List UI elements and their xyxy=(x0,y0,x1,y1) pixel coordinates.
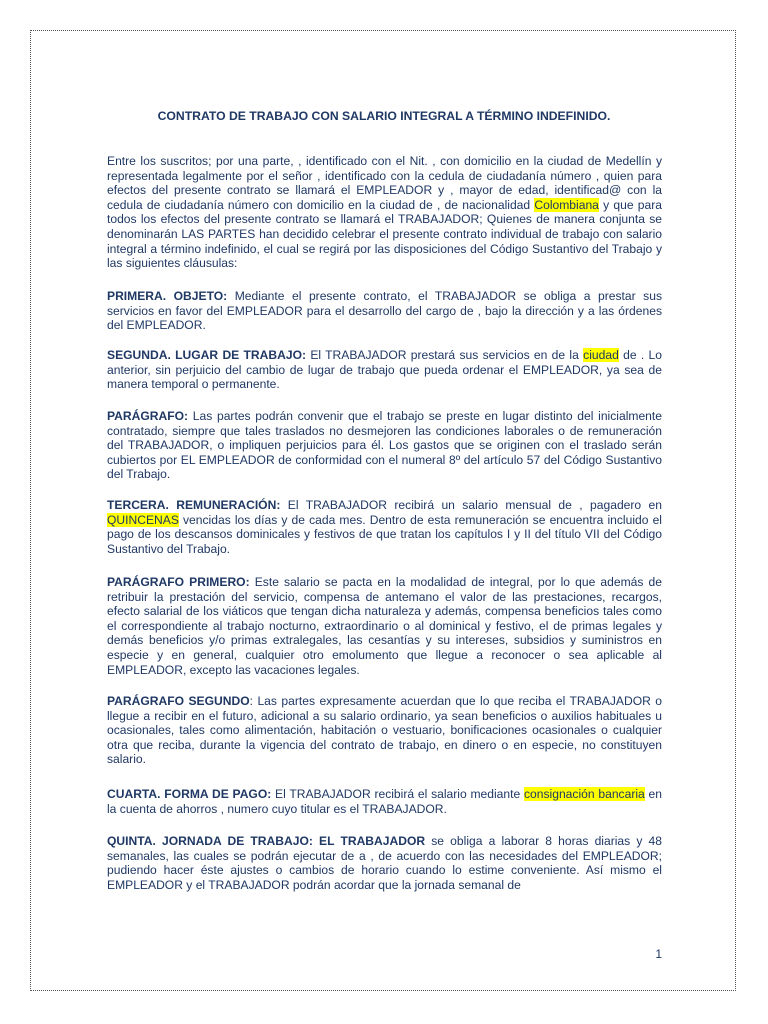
paragrafo-text: Las partes podrán convenir que el trabajo se preste en lugar distinto del inicialmente contratado, siempre que tales traslados no desmejoren las condiciones laborales o de remuneración del TRABAJADOR, o impliquen perjuicios para él. Los gastos que se originen con el traslado serán cubiertos por EL EMPLEADOR de conformidad con el numeral 8º del artículo 57 del Código Sustantivo del Trabajo. xyxy=(107,409,662,482)
paragrafo-primero-heading: PARÁGRAFO PRIMERO: xyxy=(107,575,250,589)
highlight-colombiana: Colombiana xyxy=(534,197,599,212)
clause-primera xyxy=(107,289,662,333)
clause-primera-heading: PRIMERA. OBJETO: xyxy=(107,289,228,303)
clause-primera-text: Mediante el presente contrato, el TRABAJADOR se obliga a prestar sus servicios en favor del EMPLEADOR para el desarrollo del cargo de , bajo la dirección y a las órdenes del EMPLEADOR. xyxy=(107,289,663,333)
clause-segunda xyxy=(107,348,662,392)
clause-tercera-text-b: vencidas los días y de cada mes. Dentro de esta remuneración se encuentra incluido el pago de los descansos dominicales y festivos de que tratan los capítulos I y II del título VII del Código Sustantivo del Trabajo. xyxy=(107,512,662,556)
clause-tercera-heading: TERCERA. REMUNERACIÓN: xyxy=(107,498,281,512)
intro-text-b: y que para todos los efectos del presente contrato se llamará el TRABAJADOR; Quienes de manera conjunta se denominarán LAS PARTES han decidido celebrar el presente contrato individual de trabajo con salario integral a término indefinido, el cual se regirá por las disposiciones del Código Sustantivo del Trabajo y las siguientes cláusulas: xyxy=(107,197,662,271)
highlight-quincenas: QUINCENAS xyxy=(107,512,179,527)
paragrafo-heading: PARÁGRAFO: xyxy=(107,409,189,423)
document-title: CONTRATO DE TRABAJO CON SALARIO INTEGRAL A TÉRMINO INDEFINIDO. xyxy=(157,109,611,123)
page-number: 1 xyxy=(655,947,662,961)
clause-segunda-text-a: El TRABAJADOR prestará sus servicios en de la xyxy=(306,348,584,362)
clause-cuarta xyxy=(107,787,662,816)
clause-tercera-text-a: El TRABAJADOR recibirá un salario mensual de , pagadero en xyxy=(280,498,663,512)
highlight-consignacion-bancaria: consignación bancaria xyxy=(524,787,645,801)
clause-quinta-text: se obliga a laborar 8 horas diarias y 48 semanales, las cuales se podrán ejecutar de a , de acuerdo con las necesidades del EMPLEADOR; pudiendo hacer éste ajustes o cambios de horario cuando lo estime conveniente. Así mismo el EMPLEADOR y el TRABAJADOR podrán acordar que la jornada semanal de xyxy=(107,834,662,892)
paragrafo-segundo-heading: PARÁGRAFO SEGUNDO xyxy=(107,694,250,708)
clause-quinta xyxy=(107,834,662,892)
clause-segunda-text-b: de . Lo anterior, sin perjuicio del cambio de lugar de trabajo que pueda ordenar el EMPLEADOR, ya sea de manera temporal o permanente. xyxy=(107,348,662,392)
clause-cuarta-text-a: El TRABAJADOR recibirá el salario mediante xyxy=(271,787,524,801)
clause-segunda-heading: SEGUNDA. LUGAR DE TRABAJO: xyxy=(107,348,307,362)
paragrafo-primero-text: Este salario se pacta en la modalidad de integral, por lo que además de retribuir la prestación del servicio, compensa de antemano el valor de las prestaciones, recargos, efecto salarial de los viáticos que tengan dicha naturaleza y además, compensa beneficios tales como el correspondiente al trabajo nocturno, extraordinario o al dominical y festivo, el de primas legales y demás beneficios y/o primas extralegales, las cesantías y su intereses, subsidios y suministros en especie y en general, cualquier otro emolumento que llegue a reconocer o sea aplicable al EMPLEADOR, excepto las vacaciones legales. xyxy=(107,575,662,677)
intro-text-a: Entre los suscritos; por una parte, , identificado con el Nit. , con domicilio en la ciudad de Medellín y representada legalmente por el señor , identificado con la cedula de ciudadanía número , quien para efectos del presente contrato se llamará el EMPLEADOR y , mayor de edad, identificad@ con la cedula de ciudadanía número con domicilio en la ciudad de , de nacionalidad xyxy=(107,154,662,212)
clause-cuarta-text-b: en la cuenta de ahorros , numero cuyo titular es el TRABAJADOR. xyxy=(107,787,662,816)
paragrafo-segundo-text: : Las partes expresamente acuerdan que lo que reciba el TRABAJADOR o llegue a recibir en el futuro, adicional a su salario ordinario, ya sean beneficios o auxilios habituales u ocasionales, tales como alimentación, habitación o vestuario, bonificaciones ocasionales o cualquier otra que reciba, durante la vigencia del contrato de trabajo, en dinero o en especie, no constituyen salario. xyxy=(107,694,663,767)
clause-quinta-heading: QUINTA. JORNADA DE TRABAJO: EL TRABAJADOR xyxy=(107,834,426,848)
paragrafo-segundo xyxy=(107,694,662,767)
clause-tercera xyxy=(107,498,662,556)
paragrafo xyxy=(107,409,662,482)
intro-paragraph xyxy=(107,154,662,271)
highlight-ciudad: ciudad xyxy=(583,348,619,362)
paragrafo-primero xyxy=(107,575,662,677)
clause-cuarta-heading: CUARTA. FORMA DE PAGO: xyxy=(107,787,272,801)
